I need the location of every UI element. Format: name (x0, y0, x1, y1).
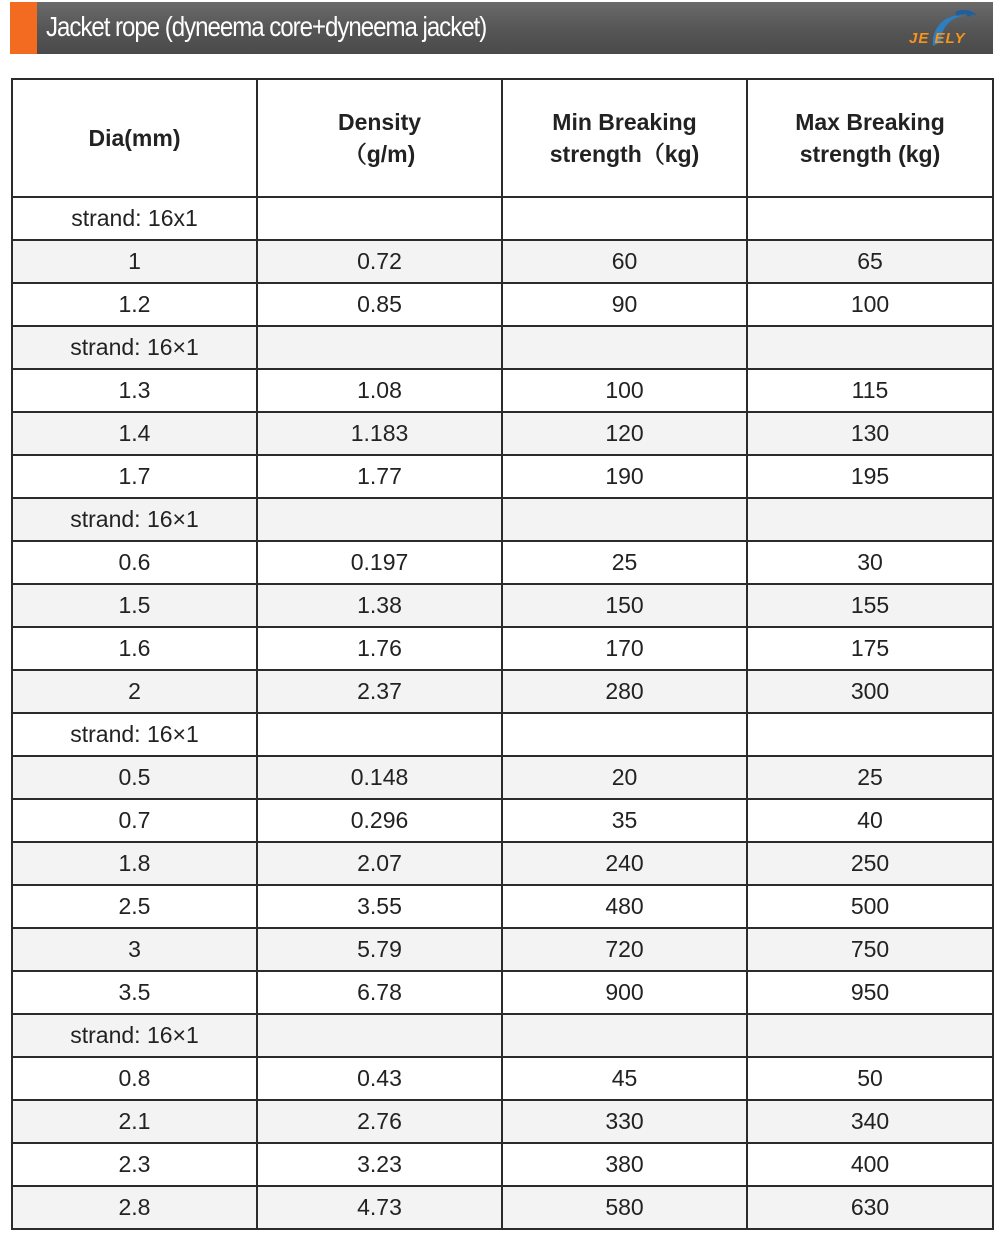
empty-cell (747, 498, 993, 541)
cell-min-breaking: 240 (502, 842, 747, 885)
cell-density: 0.148 (257, 756, 502, 799)
cell-density: 6.78 (257, 971, 502, 1014)
cell-diameter: 1.6 (12, 627, 257, 670)
strand-label: strand: 16×1 (12, 713, 257, 756)
cell-min-breaking: 120 (502, 412, 747, 455)
cell-density: 3.23 (257, 1143, 502, 1186)
cell-diameter: 2.3 (12, 1143, 257, 1186)
table-row (12, 240, 993, 283)
table-row (12, 1100, 993, 1143)
cell-density: 0.72 (257, 240, 502, 283)
empty-cell (502, 498, 747, 541)
cell-min-breaking: 190 (502, 455, 747, 498)
cell-diameter: 3.5 (12, 971, 257, 1014)
cell-density: 1.77 (257, 455, 502, 498)
table-row (12, 584, 993, 627)
cell-max-breaking: 100 (747, 283, 993, 326)
cell-density: 1.183 (257, 412, 502, 455)
logo-text: JE ELY (909, 30, 966, 47)
cell-density: 1.38 (257, 584, 502, 627)
cell-diameter: 2.8 (12, 1186, 257, 1229)
table-row (12, 455, 993, 498)
header-label: strength (kg) (799, 141, 941, 167)
cell-max-breaking: 400 (747, 1143, 993, 1186)
cell-min-breaking: 480 (502, 885, 747, 928)
cell-diameter: 2.5 (12, 885, 257, 928)
strand-label: strand: 16×1 (12, 1014, 257, 1057)
strand-label: strand: 16x1 (12, 197, 257, 240)
cell-min-breaking: 330 (502, 1100, 747, 1143)
strand-label: strand: 16×1 (12, 498, 257, 541)
cell-density: 0.296 (257, 799, 502, 842)
header-label: （g/m) (343, 141, 416, 167)
cell-max-breaking: 40 (747, 799, 993, 842)
strand-group-row (12, 197, 993, 240)
rope-spec-table (11, 78, 994, 1230)
cell-max-breaking: 115 (747, 369, 993, 412)
table-row (12, 842, 993, 885)
cell-density: 1.76 (257, 627, 502, 670)
cell-max-breaking: 340 (747, 1100, 993, 1143)
table-row (12, 670, 993, 713)
empty-cell (747, 1014, 993, 1057)
empty-cell (747, 326, 993, 369)
cell-max-breaking: 30 (747, 541, 993, 584)
table-row (12, 885, 993, 928)
cell-max-breaking: 500 (747, 885, 993, 928)
cell-density: 0.43 (257, 1057, 502, 1100)
cell-min-breaking: 20 (502, 756, 747, 799)
table-row (12, 799, 993, 842)
cell-min-breaking: 280 (502, 670, 747, 713)
cell-min-breaking: 150 (502, 584, 747, 627)
cell-max-breaking: 175 (747, 627, 993, 670)
cell-density: 1.08 (257, 369, 502, 412)
cell-density: 0.197 (257, 541, 502, 584)
cell-min-breaking: 900 (502, 971, 747, 1014)
brand-logo (903, 6, 983, 52)
cell-min-breaking: 170 (502, 627, 747, 670)
cell-min-breaking: 35 (502, 799, 747, 842)
header-label: Max Breaking (795, 109, 945, 135)
empty-cell (257, 1014, 502, 1057)
cell-diameter: 0.5 (12, 756, 257, 799)
table-row (12, 1057, 993, 1100)
cell-diameter: 0.6 (12, 541, 257, 584)
page-title: Jacket rope (dyneema core+dyneema jacket) (46, 11, 487, 42)
empty-cell (502, 1014, 747, 1057)
cell-min-breaking: 100 (502, 369, 747, 412)
table-row (12, 627, 993, 670)
cell-max-breaking: 750 (747, 928, 993, 971)
table-row (12, 369, 993, 412)
table-row (12, 412, 993, 455)
cell-density: 2.37 (257, 670, 502, 713)
cell-diameter: 1.7 (12, 455, 257, 498)
cell-max-breaking: 250 (747, 842, 993, 885)
header-label: Dia(mm) (88, 125, 181, 151)
cell-diameter: 2.1 (12, 1100, 257, 1143)
table-row (12, 971, 993, 1014)
cell-max-breaking: 300 (747, 670, 993, 713)
banner-accent-bar (10, 2, 37, 54)
header-label: strength（kg) (549, 141, 700, 167)
cell-min-breaking: 25 (502, 541, 747, 584)
cell-max-breaking: 155 (747, 584, 993, 627)
cell-density: 2.76 (257, 1100, 502, 1143)
table-row (12, 283, 993, 326)
empty-cell (747, 713, 993, 756)
cell-diameter: 1.8 (12, 842, 257, 885)
cell-diameter: 1 (12, 240, 257, 283)
header-label: Min Breaking (552, 109, 697, 135)
header-max-breaking (747, 79, 993, 197)
cell-density: 5.79 (257, 928, 502, 971)
cell-max-breaking: 950 (747, 971, 993, 1014)
title-banner (10, 2, 993, 54)
empty-cell (502, 326, 747, 369)
table-body (12, 197, 993, 1229)
cell-diameter: 2 (12, 670, 257, 713)
header-density (257, 79, 502, 197)
empty-cell (502, 713, 747, 756)
empty-cell (747, 197, 993, 240)
cell-density: 2.07 (257, 842, 502, 885)
strand-label: strand: 16×1 (12, 326, 257, 369)
cell-max-breaking: 630 (747, 1186, 993, 1229)
cell-diameter: 1.2 (12, 283, 257, 326)
empty-cell (257, 713, 502, 756)
strand-group-row (12, 1014, 993, 1057)
empty-cell (257, 197, 502, 240)
empty-cell (257, 326, 502, 369)
cell-density: 0.85 (257, 283, 502, 326)
table-row (12, 928, 993, 971)
strand-group-row (12, 713, 993, 756)
cell-max-breaking: 195 (747, 455, 993, 498)
cell-min-breaking: 720 (502, 928, 747, 971)
table-row (12, 756, 993, 799)
cell-min-breaking: 60 (502, 240, 747, 283)
table-row (12, 1143, 993, 1186)
header-diameter (12, 79, 257, 197)
table-row (12, 541, 993, 584)
table-row (12, 1186, 993, 1229)
cell-diameter: 1.4 (12, 412, 257, 455)
table-header-row (12, 79, 993, 197)
cell-density: 4.73 (257, 1186, 502, 1229)
empty-cell (502, 197, 747, 240)
header-min-breaking (502, 79, 747, 197)
cell-max-breaking: 65 (747, 240, 993, 283)
cell-min-breaking: 380 (502, 1143, 747, 1186)
cell-diameter: 1.3 (12, 369, 257, 412)
cell-max-breaking: 25 (747, 756, 993, 799)
cell-density: 3.55 (257, 885, 502, 928)
strand-group-row (12, 498, 993, 541)
cell-diameter: 0.8 (12, 1057, 257, 1100)
empty-cell (257, 498, 502, 541)
cell-min-breaking: 45 (502, 1057, 747, 1100)
cell-min-breaking: 90 (502, 283, 747, 326)
cell-max-breaking: 50 (747, 1057, 993, 1100)
cell-diameter: 0.7 (12, 799, 257, 842)
cell-min-breaking: 580 (502, 1186, 747, 1229)
cell-diameter: 1.5 (12, 584, 257, 627)
cell-diameter: 3 (12, 928, 257, 971)
cell-max-breaking: 130 (747, 412, 993, 455)
header-label: Density (337, 109, 422, 135)
strand-group-row (12, 326, 993, 369)
